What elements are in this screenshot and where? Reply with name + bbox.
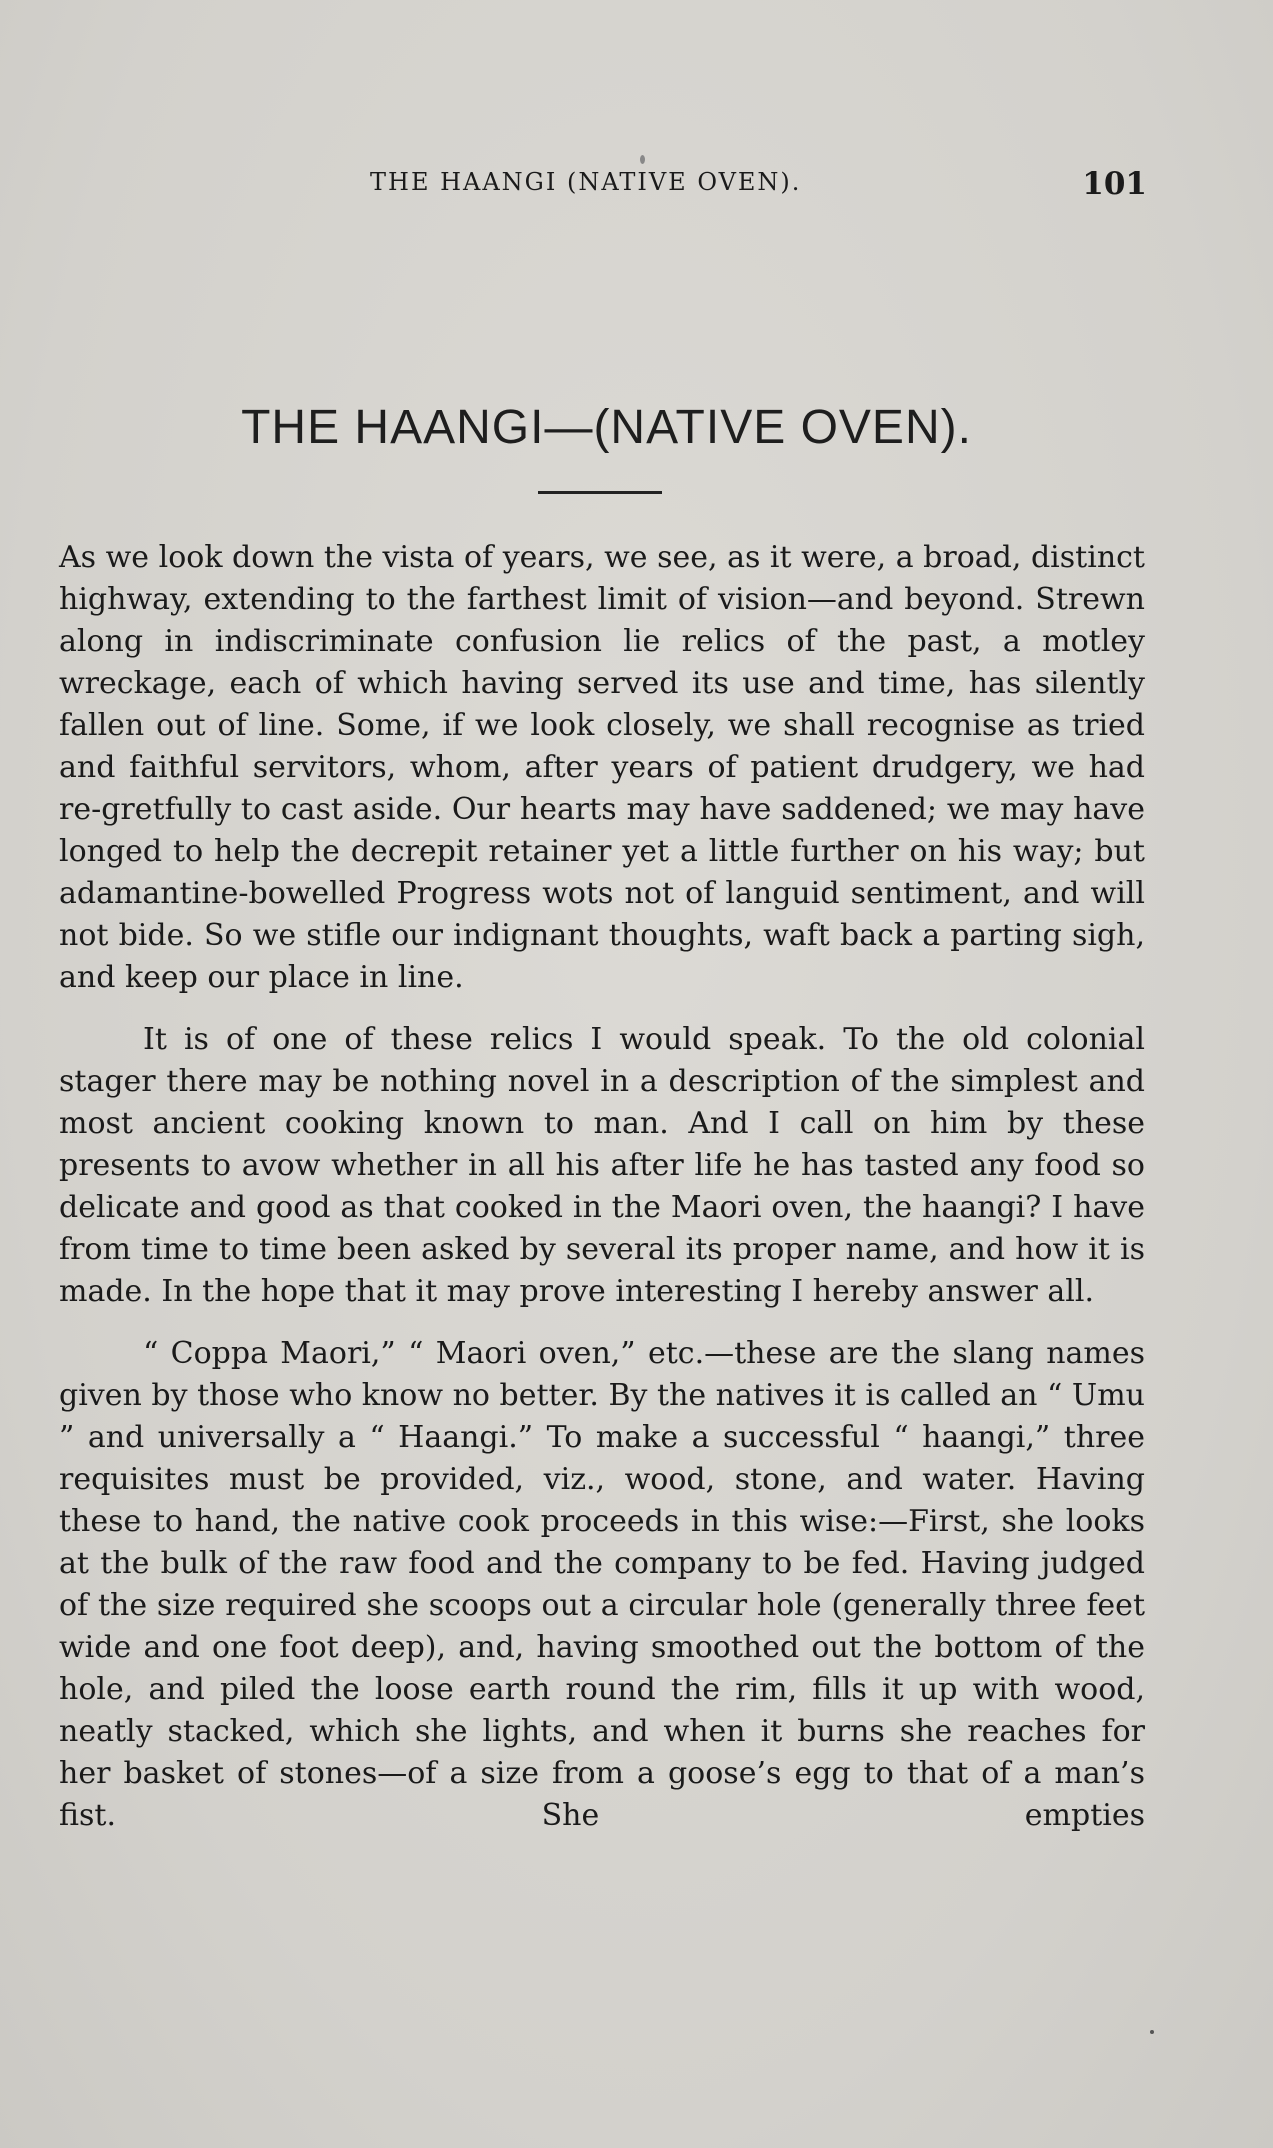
body-text: [59, 537, 1145, 1857]
running-head: THE HAANGI (NATIVE OVEN).: [370, 168, 802, 196]
title-rule: [538, 491, 662, 494]
chapter-title: THE HAANGI—(NATIVE OVEN).: [241, 401, 972, 454]
paragraph-1: As we look down the vista of years, we see, as it were, a broad, distinct highway, extending to the farthest limit of vision—and beyond. Strewn along in indiscriminate confusion lie relics of the past, a motley wreckage, each of which having served its use and time, has silently fallen out of line. Some, if we look closely, we shall recognise as tried and faithful servitors, whom, after years of patient drudgery, we had re-gretfully to cast aside. Our hearts may have saddened; we may have longed to help the decrepit retainer yet a little further on his way; but adamantine-bowelled Progress wots not of languid sentiment, and will not bide. So we stifle our indignant thoughts, waft back a parting sigh, and keep our place in line.: [59, 540, 1145, 995]
print-speck: [1150, 2030, 1154, 2034]
paragraph-2: It is of one of these relics I would speak. To the old colonial stager there may be nothing novel in a description of the simplest and most ancient cooking known to man. And I call on him by these presents to avow whether in all his after life he has tasted any food so delicate and good as that cooked in the Maori oven, the haangi? I have from time to time been asked by several its proper name, and how it is made. In the hope that it may prove interesting I hereby answer all.: [59, 1022, 1145, 1309]
page-number: 101: [1082, 166, 1147, 202]
print-speck: [640, 155, 645, 164]
paragraph-3: “ Coppa Maori,” “ Maori oven,” etc.—these are the slang names given by those who know no better. By the natives it is called an “ Umu ” and universally a “ Haangi.” To make a successful “ haangi,” three requisites must be provided, viz., wood, stone, and water. Having these to hand, the native cook proceeds in this wise:—First, she looks at the bulk of the raw food and the company to be fed. Having judged of the size required she scoops out a circular hole (generally three feet wide and one foot deep), and, having smoothed out the bottom of the hole, and piled the loose earth round the rim, fills it up with wood, neatly stacked, which she lights, and when it burns she reaches for her basket of stones—of a size from a goose’s egg to that of a man’s fist. She empties: [59, 1336, 1145, 1833]
